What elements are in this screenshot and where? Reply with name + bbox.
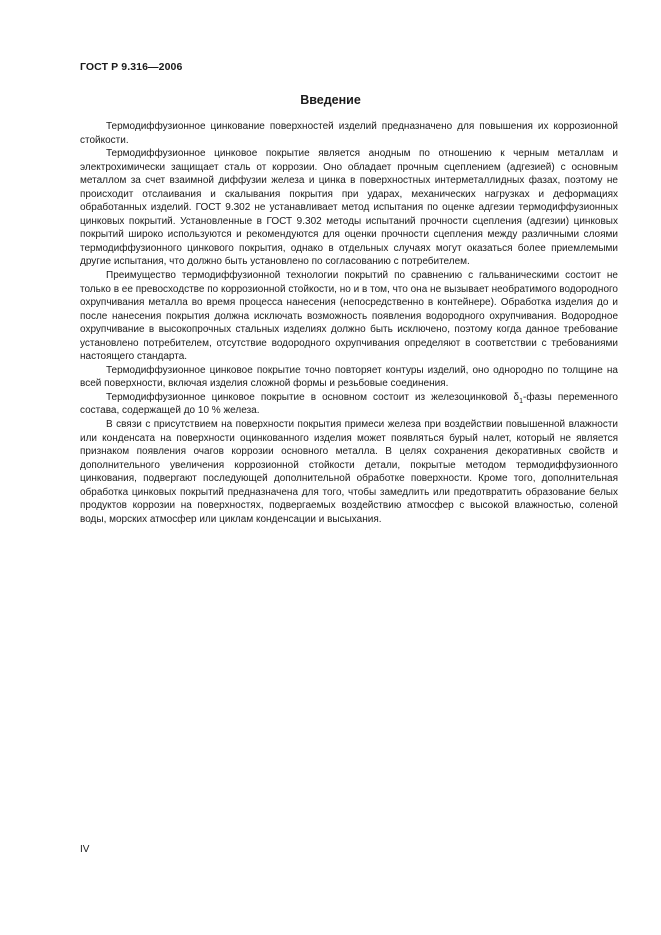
paragraph: Термодиффузионное цинковое покрытие точно повторяет контуры изделий, оно однородно по толщине на всей поверхности, включая изделия сложной формы и резьбовые соединения.	[80, 364, 618, 390]
paragraph-text: -фазы переменного состава, содержащей до 10 % железа.	[80, 391, 618, 417]
paragraph	[80, 391, 618, 418]
paragraph: В связи с присутствием на поверхности покрытия примеси железа при воздействии повышенной влажности или конденсата на поверхности оцинкованного изделия может появляться бурый налет, который не является признаком появления очагов коррозии основного металла. В целях сохранения декоративных свойств и дополнительного увеличения коррозионной стойкости детали, покрытые методом термодиффузионного цинкования, подвергают последующей дополнительной обработке поверхности. Кроме того, дополнительная обработка цинковых покрытий предназначена для того, чтобы замедлить или предотвратить образование белых продуктов коррозии на поверхностях, подвергаемых воздействию атмосфер с высокой влажностью, соленой воды, морских атмосфер или циклам конденсации и высыхания.	[80, 419, 618, 525]
subscript: 1	[519, 397, 524, 405]
paragraph: Термодиффузионное цинкование поверхностей изделий предназначено для повышения их коррозионной стойкости.	[80, 121, 618, 146]
paragraph: Преимущество термодиффузионной технологии покрытий по сравнению с гальваническими состоит не только в ее превосходстве по коррозионной стойкости, но и в том, что она не вызывает необратимого водородного охрупчивания металла во время процесса нанесения (непосредственно в контейнере). Обработка изделия до и после нанесения покрытия должна исключать возможность появления водородного охрупчивания. Водородное охрупчивание в высокопрочных стальных изделиях должно быть исключено, поэтому когда данное требование установлено потребителем, отсутствие водородного охрупчивания определяют в соответствии с требованиями настоящего стандарта.	[80, 270, 618, 363]
body-text	[80, 120, 618, 526]
paragraph: Термодиффузионное цинковое покрытие является анодным по отношению к черным металлам и электрохимически защищает сталь от коррозии. Оно обладает прочным сцеплением (адгезией) с основным металлом за счет взаимной диффузии железа и цинка в поверхностных интерметаллидных фазах, поэтому не происходит отслаивания и скалывания покрытия при ударах, механических нагрузках и деформациях обработанных изделий. ГОСТ 9.302 не устанавливает метод испытания по оценке адгезии термодиффузионных цинковых покрытий. Установленные в ГОСТ 9.302 методы испытаний прочности сцепления (адгезии) цинковых покрытий широко используются и рекомендуются для оценки прочности сцепления между различными слоями термодиффузионного цинкового покрытия, однако в отдельных случаях могут оказаться более приемлемыми другие испытания, что должно быть установлено по согласованию с потребителем.	[80, 148, 618, 268]
paragraph-text: Термодиффузионное цинковое покрытие в основном состоит из железоцинковой δ	[106, 391, 520, 403]
document-code: ГОСТ Р 9.316—2006	[80, 61, 183, 73]
page-number: IV	[80, 844, 90, 855]
section-title: Введение	[300, 93, 361, 107]
